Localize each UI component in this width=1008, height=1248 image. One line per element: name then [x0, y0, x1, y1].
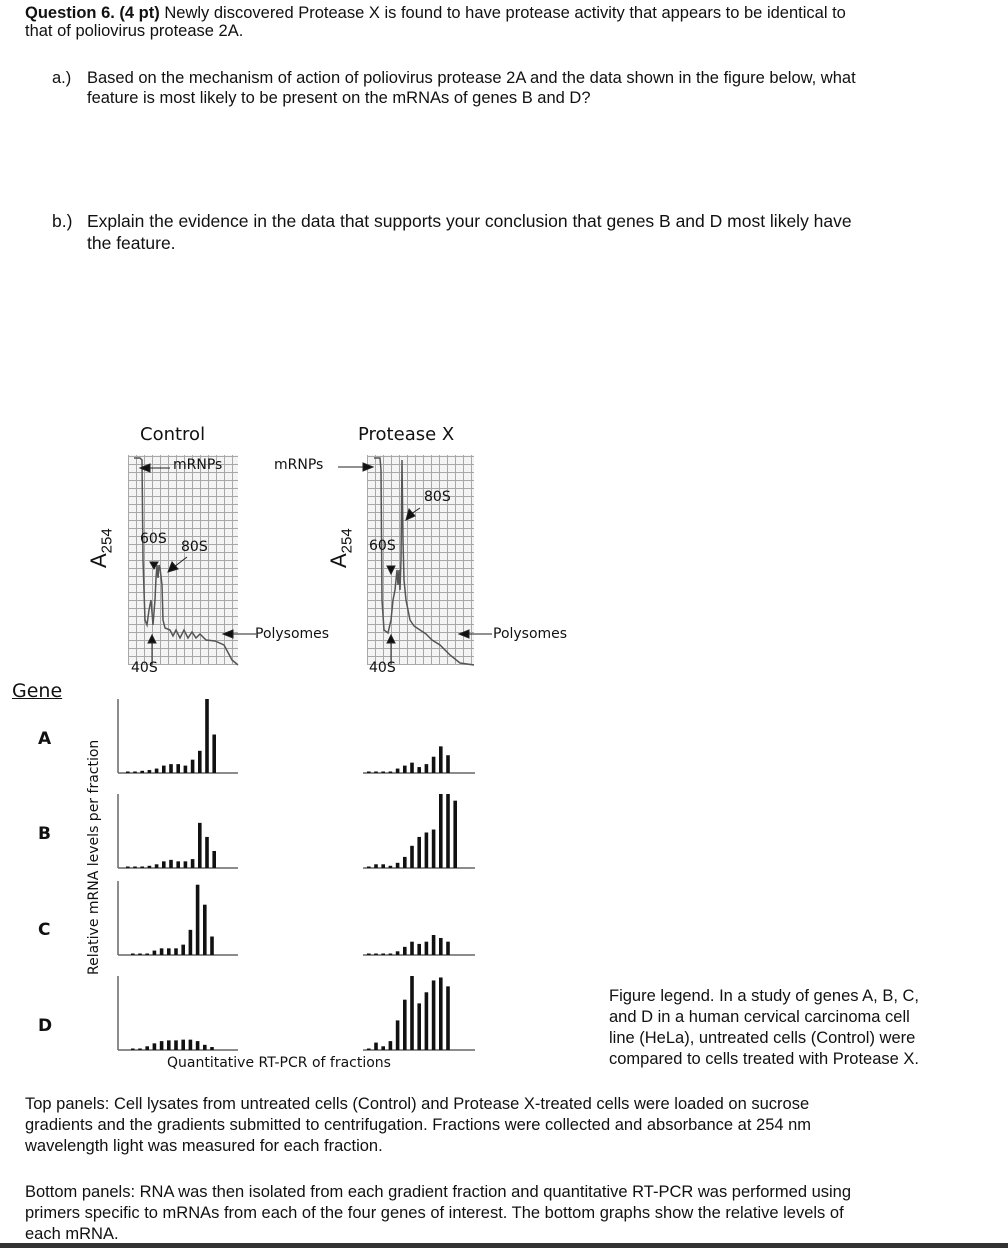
gene-b-control-bar [133, 867, 137, 869]
gene-c-control-bar [174, 948, 178, 955]
gene-c-control-bar [160, 948, 164, 955]
gene-d-protease-bar [439, 977, 443, 1050]
mrnps-label-protease: mRNPs [274, 457, 324, 473]
gene-a-control-bar [184, 766, 188, 773]
gene-a-protease-bar [381, 772, 385, 774]
gene-label-c: C [38, 920, 51, 940]
gene-b-protease-bar [367, 867, 371, 869]
gene-d-protease-bar [374, 1043, 378, 1050]
part-a-text-2: feature is most likely to be present on the mRNAs of genes B and D? [87, 89, 591, 107]
gene-b-protease-bar [417, 837, 421, 868]
protease-title: Protease X [358, 424, 455, 445]
gene-c-control-bar [189, 930, 193, 955]
gene-label-d: D [38, 1016, 53, 1036]
gene-c-control-bar [203, 905, 207, 955]
gene-c-control-bar [210, 937, 214, 956]
gene-a-control-bar [169, 764, 173, 773]
gene-b-protease-bar [389, 866, 393, 868]
gene-c-control-bar [167, 948, 171, 955]
gene-b-control-bar [205, 837, 209, 868]
gene-d-control-bar [174, 1040, 178, 1050]
polysomes-label-control: Polysomes [255, 626, 330, 642]
question-title: Question 6. (4 pt) [25, 4, 160, 22]
gene-b-control-bar [162, 861, 166, 868]
gene-a-control-bar [133, 772, 137, 774]
gene-c-protease-bar [410, 942, 414, 955]
gene-d-control-bar [138, 1049, 142, 1051]
gene-c-control-bar [153, 951, 157, 955]
gene-b-protease-bar [381, 864, 385, 868]
gene-d-protease-bar [446, 986, 450, 1050]
gene-a-protease-bar [403, 766, 407, 773]
gene-b-control-bar [126, 867, 130, 869]
80s-label-control: 80S [181, 539, 208, 555]
gene-a-control-bar [126, 772, 130, 774]
gene-c-control-bar [145, 954, 149, 956]
gene-c-control-bar [181, 945, 185, 955]
gene-a-protease-bar [425, 764, 429, 773]
legend-line: Figure legend. In a study of genes A, B, C, [609, 987, 920, 1005]
legend-line: compared to cells treated with Protease X. [609, 1050, 919, 1068]
80s-label-protease: 80S [424, 489, 451, 505]
gene-d-protease-bar [396, 1020, 400, 1050]
gene-a-protease-bar [389, 772, 393, 774]
part-b-text-1: Explain the evidence in the data that supports your conclusion that genes B and D most likely have [87, 211, 852, 231]
gene-d-protease-bar [381, 1046, 385, 1050]
gene-d-protease-bar [432, 980, 436, 1050]
gene-label-b: B [38, 824, 51, 844]
question-intro-2: that of poliovirus protease 2A. [25, 22, 244, 40]
gene-a-protease-bar [446, 755, 450, 773]
gene-a-control-bar [212, 735, 216, 773]
gene-a-protease-bar [432, 757, 436, 773]
gene-c-protease-bar [374, 954, 378, 956]
gene-a-control-bar [176, 764, 180, 773]
caption-line: primers specific to mRNAs from each of the four genes of interest. The bottom graphs show the relative levels of [25, 1204, 844, 1222]
gene-b-protease-bar [410, 846, 414, 868]
part-a-text-1: Based on the mechanism of action of poliovirus protease 2A and the data shown in the figure below, what [87, 69, 856, 87]
gene-d-protease-bar [367, 1049, 371, 1051]
gene-b-protease-bar [432, 830, 436, 868]
bottom-panels-caption [25, 1182, 851, 1245]
gene-d-control-bar [203, 1045, 207, 1050]
gene-a-control-bar [198, 751, 202, 773]
caption-line: Bottom panels: RNA was then isolated from each gradient fraction and quantitative RT-PCR was performed using [25, 1183, 852, 1201]
caption-line: Top panels: Cell lysates from untreated cells (Control) and Protease X-treated cells were loaded on sucrose [25, 1095, 810, 1113]
gene-c-control-bar [138, 954, 142, 956]
gene-a-control-bar [162, 766, 166, 773]
gene-c-protease-bar [446, 942, 450, 955]
gene-d-protease-bar [425, 992, 429, 1050]
gene-d-protease-bar [389, 1041, 393, 1050]
y-axis-label: Relative mRNA levels per fraction [86, 739, 102, 975]
x-axis-label: Quantitative RT-PCR of fractions [167, 1055, 391, 1071]
gene-a-control-bar [140, 771, 144, 773]
gene-b-protease-bar [425, 832, 429, 868]
gene-d-control-bar [181, 1040, 185, 1050]
gene-header: Gene [12, 680, 63, 702]
gene-b-control-bar [155, 864, 159, 868]
caption-line: wavelength light was measured for each fraction. [25, 1137, 383, 1155]
gene-b-control-bar [212, 851, 216, 868]
gene-a-control-bar [155, 769, 159, 773]
gene-b-protease-bar [453, 801, 457, 868]
gene-c-control-bar [131, 954, 135, 956]
gene-a-control-bar [191, 760, 195, 773]
legend-line: line (HeLa), untreated cells (Control) were [609, 1029, 916, 1047]
gene-c-protease-bar [389, 954, 393, 956]
gene-a-protease-bar [410, 763, 414, 773]
gene-c-control-bar [196, 885, 200, 955]
caption-line: each mRNA. [25, 1225, 119, 1243]
gene-b-protease-bar [374, 864, 378, 868]
gene-b-protease-bar [396, 863, 400, 868]
gene-c-protease-bar [432, 935, 436, 955]
a254-subscript: 254 [98, 528, 116, 554]
gene-d-control-bar [153, 1043, 157, 1050]
part-b-text-2: the feature. [87, 233, 176, 253]
gene-c-protease-bar [396, 951, 400, 955]
gene-a-control-bar [148, 770, 152, 773]
gene-b-protease-bar [439, 794, 443, 868]
gene-d-control-bar [167, 1040, 171, 1050]
top-panels-caption [25, 1094, 811, 1157]
gene-c-protease-bar [381, 954, 385, 956]
gene-a-protease-bar [417, 767, 421, 773]
a254-letter: A [86, 553, 111, 568]
gene-d-protease-bar [417, 1003, 421, 1050]
gene-c-protease-bar [439, 938, 443, 955]
gene-label-a: A [38, 729, 52, 749]
gene-b-control-bar [140, 867, 144, 869]
mrnps-label-control: mRNPs [173, 457, 223, 473]
gene-a-protease-bar [374, 772, 378, 774]
control-title: Control [140, 424, 206, 445]
40s-label-protease: 40S [369, 660, 396, 676]
gene-d-protease-bar [410, 976, 414, 1050]
gene-b-control-bar [184, 861, 188, 868]
question-intro: Newly discovered Protease X is found to have protease activity that appears to be identical to [164, 4, 846, 22]
gene-a-control-bar [205, 699, 209, 773]
window-bottom-edge [0, 1243, 1008, 1248]
gene-c-protease-bar [425, 942, 429, 955]
60s-label-protease: 60S [369, 538, 396, 554]
gene-d-control-bar [196, 1041, 200, 1050]
gene-b-control-bar [191, 859, 195, 868]
gene-d-control-bar [210, 1047, 214, 1050]
gene-a-protease-bar [367, 772, 371, 774]
60s-label-control: 60S [140, 531, 167, 547]
caption-line: gradients and the gradients submitted to centrifugation. Fractions were collected and absorbance at 254 nm [25, 1116, 812, 1134]
gene-b-control-bar [148, 866, 152, 868]
gene-b-protease-bar [446, 794, 450, 868]
gene-b-control-bar [198, 823, 202, 868]
gene-b-protease-bar [403, 857, 407, 868]
figure-legend [609, 986, 919, 1070]
gene-d-control-bar [131, 1049, 135, 1051]
gene-c-protease-bar [417, 944, 421, 955]
40s-label-control: 40S [131, 660, 158, 676]
a254-letter: A [326, 553, 351, 568]
legend-line: and D in a human cervical carcinoma cell [609, 1008, 910, 1026]
gene-b-control-bar [176, 861, 180, 868]
part-b-label: b.) [52, 211, 73, 231]
gene-c-protease-bar [367, 954, 371, 956]
gene-d-control-bar [189, 1040, 193, 1050]
gene-a-protease-bar [439, 746, 443, 773]
a254-subscript: 254 [338, 528, 356, 554]
gene-a-protease-bar [396, 769, 400, 773]
part-a-label: a.) [52, 69, 72, 87]
gene-c-protease-bar [403, 947, 407, 955]
gene-d-control-bar [145, 1046, 149, 1050]
gene-d-control-bar [160, 1041, 164, 1050]
polysomes-label-protease: Polysomes [493, 626, 568, 642]
gene-d-protease-bar [403, 1000, 407, 1050]
gene-b-control-bar [169, 860, 173, 868]
